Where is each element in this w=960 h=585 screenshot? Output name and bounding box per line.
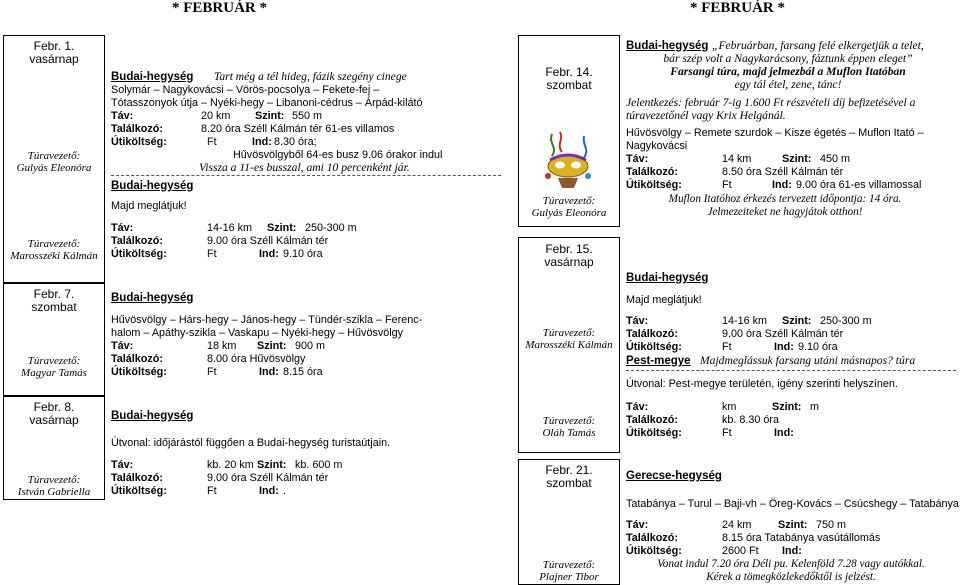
distance-key: Táv: [626,519,649,531]
leader-label: Túravezető: [27,355,81,367]
tour-route: Útvonal: Pest-megye területén, igény szerinti helyszínen. [626,378,898,390]
cost-key: Útiköltség: [626,427,682,439]
cost-value: Ft [722,341,732,353]
day-label: szombat [546,78,592,92]
meeting-value: 8.20 óra Széll Kálmán tér 61-es villamos [201,123,395,135]
elevation-key: Szint: [778,519,808,531]
tour-title: Budai-hegység [626,40,709,52]
leader-label: Túravezető: [27,150,81,162]
meeting-key: Találkozó: [111,235,163,247]
cost-key: Útiköltség: [111,366,167,378]
leader-label: Túravezető: [27,474,81,486]
leader-name: Marosszéki Kálmán [10,250,98,262]
departure-value: 9.10 óra [283,248,323,260]
cost-value: 2600 Ft [722,545,759,557]
cost-value: Ft [207,248,217,260]
page-header-left: * FEBRUÁR * [172,0,268,16]
meeting-value: 8.00 óra Hűvösvölgy [207,353,306,365]
date-label: Febr. 14. [545,65,593,79]
tour-leader [518,195,620,219]
meeting-value: 9.00 óra Széll Kálmán tér [207,235,329,247]
cost-value: Ft [722,427,732,439]
cost-value: Ft [207,136,217,148]
tour-leader [518,559,620,583]
distance-key: Táv: [626,153,649,165]
tour-note: Hűvösvölgyből 64-es busz 9.06 órakor indul [233,149,443,161]
tour-note: Kérek a tömegközlekedőktől is jelzést. [706,571,876,583]
elevation-value: kb. 600 m [295,459,343,471]
leader-label: Túravezető: [27,238,81,250]
meeting-key: Találkozó: [626,414,678,426]
meeting-key: Találkozó: [111,472,163,484]
tour-registration: túravezetőnél vagy Krix Helgánál. [626,109,786,122]
leader-name: Plajner Tibor [539,571,599,583]
meeting-value: 8.15 óra Tatabánya vasútállomás [722,532,881,544]
tour-intro: Majd meglátjuk! [111,200,187,212]
cost-key: Útiköltség: [111,248,167,260]
day-label: vasárnap [544,255,594,269]
tour-intro: Majd meglátjuk! [626,294,702,306]
date-label: Febr. 7. [33,287,75,301]
tour-intro: Majdmeglássuk farsang utáni másnapos? túra [700,354,916,367]
page-header-right: * FEBRUÁR * [690,0,786,16]
day-label: szombat [31,300,77,314]
elevation-value: 900 m [295,340,326,352]
distance-value: 18 km [207,340,237,352]
meeting-key: Találkozó: [111,353,163,365]
tour-title: Budai-hegység [111,292,194,304]
tour-leader [518,327,620,351]
meeting-key: Találkozó: [626,532,678,544]
distance-value: 14-16 km [207,222,253,234]
elevation-key: Szint: [257,340,287,352]
elevation-value: 250-300 m [305,222,357,234]
cost-key: Útiköltség: [111,485,167,497]
tour-route: Hűvösvölgy – Remete szurdok – Kisze égetés – Muflon Itató – [626,127,924,139]
cost-value: Ft [207,485,217,497]
departure-key: Ind: [259,366,279,378]
cost-key: Útiköltség: [626,545,682,557]
elevation-value: 750 m [816,519,847,531]
tour-route: Tatabánya – Turul – Baji-vh – Öreg-Kovács – Csúcshegy – Tatabánya [626,498,959,510]
tour-title: Budai-hegység [626,272,709,284]
leader-label: Túravezető: [542,327,596,339]
tour-title: Gerecse-hegység [626,470,722,482]
distance-value: 14-16 km [722,315,768,327]
meeting-value: 9.00 óra Széll Kálmán tér [207,472,329,484]
meeting-value: kb. 8.30 óra [722,414,780,426]
elevation-value: m [810,401,819,413]
elevation-key: Szint: [782,315,812,327]
date-label: Febr. 8. [33,400,75,414]
tour-route: Hűvösvölgy – Hárs-hegy – János-hegy – Tündér-szikla – Ferenc- [111,314,423,326]
elevation-key: Szint: [255,110,285,122]
leader-label: Túravezető: [542,559,596,571]
departure-value: 8.15 óra [283,366,323,378]
tour-registration: Jelentkezés: február 7-ig 1.600 Ft részvételi díj befizetésével a [626,96,916,109]
tour-intro: Tart még a tél hideg, fázik szegény cinege [214,70,407,83]
separator [111,175,501,176]
separator [626,370,956,371]
distance-value: kb. 20 km [207,459,254,471]
distance-value: 20 km [201,110,231,122]
distance-key: Táv: [111,110,134,122]
date-label: Febr. 1. [33,39,75,53]
tour-headline: Farsangi túra, majd jelmezbál a Muflon Itatóban [670,65,906,78]
elevation-key: Szint: [257,459,287,471]
tour-leader [3,150,105,174]
distance-value: km [722,401,737,413]
leader-label: Túravezető: [542,415,596,427]
leader-name: Magyar Tamás [21,367,87,379]
day-label: vasárnap [29,52,79,66]
meeting-key: Találkozó: [626,328,678,340]
tour-note: Vonat indul 7.20 óra Déli pu. Kelenföld 7.28 vagy autókkal. [657,558,925,570]
tour-title: Budai-hegység [111,410,194,422]
departure-value: . [283,485,286,497]
carnival-mask-illustration [538,130,598,192]
elevation-key: Szint: [267,222,297,234]
date-label: Febr. 21. [545,463,593,477]
tour-leader [3,238,105,262]
distance-key: Táv: [111,222,134,234]
departure-value: 9.00 óra 61-es villamossal [796,179,922,191]
tour-route: Nagykovácsi [626,140,688,152]
leader-name: Marosszéki Kálmán [525,339,613,351]
leader-name: Gulyás Eleonóra [531,207,607,219]
departure-key: Ind: [782,545,802,557]
elevation-value: 450 m [820,153,851,165]
leader-name: István Gabriella [17,486,91,498]
tour-route: halom – Apáthy-szikla – Vaskapu – Nyéki-hegy – Hűvösvölgy [111,327,404,339]
tour-poem: „Februárban, farsang felé elkergetjük a telet, [712,39,924,52]
departure-key: Ind: [772,179,792,191]
meeting-value: 8.50 óra Széll Kálmán tér [722,166,844,178]
elevation-key: Szint: [772,401,802,413]
distance-value: 24 km [722,519,752,531]
distance-key: Táv: [111,340,134,352]
distance-key: Táv: [111,459,134,471]
leader-name: Gulyás Eleonóra [16,162,92,174]
tour-title: Budai-hegység [111,180,194,192]
tour-route: Solymár – Nagykovácsi – Vörös-pocsolya – Fekete-fej – [111,84,380,96]
meeting-key: Találkozó: [626,166,678,178]
tour-poem: bár szép volt a Nagykarácsony, fáztunk éppen eleget” [663,52,913,65]
departure-key: Ind: [259,485,279,497]
tour-note: Vissza a 11-es busszal, ami 10 percenként jár. [199,161,410,174]
cost-key: Útiköltség: [111,136,167,148]
date-label: Febr. 15. [545,242,593,256]
day-label: vasárnap [29,413,79,427]
elevation-key: Szint: [782,153,812,165]
tour-note: egy tál étel, zene, tánc! [734,78,842,91]
day-label: szombat [546,476,592,490]
departure-key: Ind: [252,136,272,148]
leader-name: Oláh Tamás [542,427,596,439]
meeting-value: 9.00 óra Széll Kálmán tér [722,328,844,340]
tour-route: Útvonal: időjárástól függően a Budai-hegység turistaútjain. [111,437,391,449]
tour-leader [3,474,105,498]
cost-value: Ft [207,366,217,378]
elevation-value: 250-300 m [820,315,872,327]
departure-key: Ind: [259,248,279,260]
tour-leader [518,415,620,439]
meeting-key: Találkozó: [111,123,163,135]
tour-title: Pest-megye [626,355,691,367]
date-box-feb7 [3,283,105,396]
tour-title: Budai-hegység [111,71,194,83]
cost-key: Útiköltség: [626,179,682,191]
departure-value: 9.10 óra [798,341,838,353]
leader-label: Túravezető: [542,195,596,207]
elevation-value: 550 m [292,110,323,122]
tour-leader [3,355,105,379]
distance-value: 14 km [722,153,752,165]
tour-note: Jelmezeiteket ne hagyjátok otthon! [707,206,863,218]
departure-key: Ind: [774,427,794,439]
cost-value: Ft [722,179,732,191]
departure-value: 8.30 óra; [274,136,317,148]
departure-key: Ind: [774,341,794,353]
tour-note: Muflon Itatóhoz érkezés tervezett időpontja: 14 óra. [668,193,902,205]
distance-key: Táv: [626,315,649,327]
tour-route: Tótasszonyok útja – Nyéki-hegy – Libanoni-cédrus – Árpád-kilátó [111,97,423,109]
distance-key: Táv: [626,401,649,413]
cost-key: Útiköltség: [626,341,682,353]
